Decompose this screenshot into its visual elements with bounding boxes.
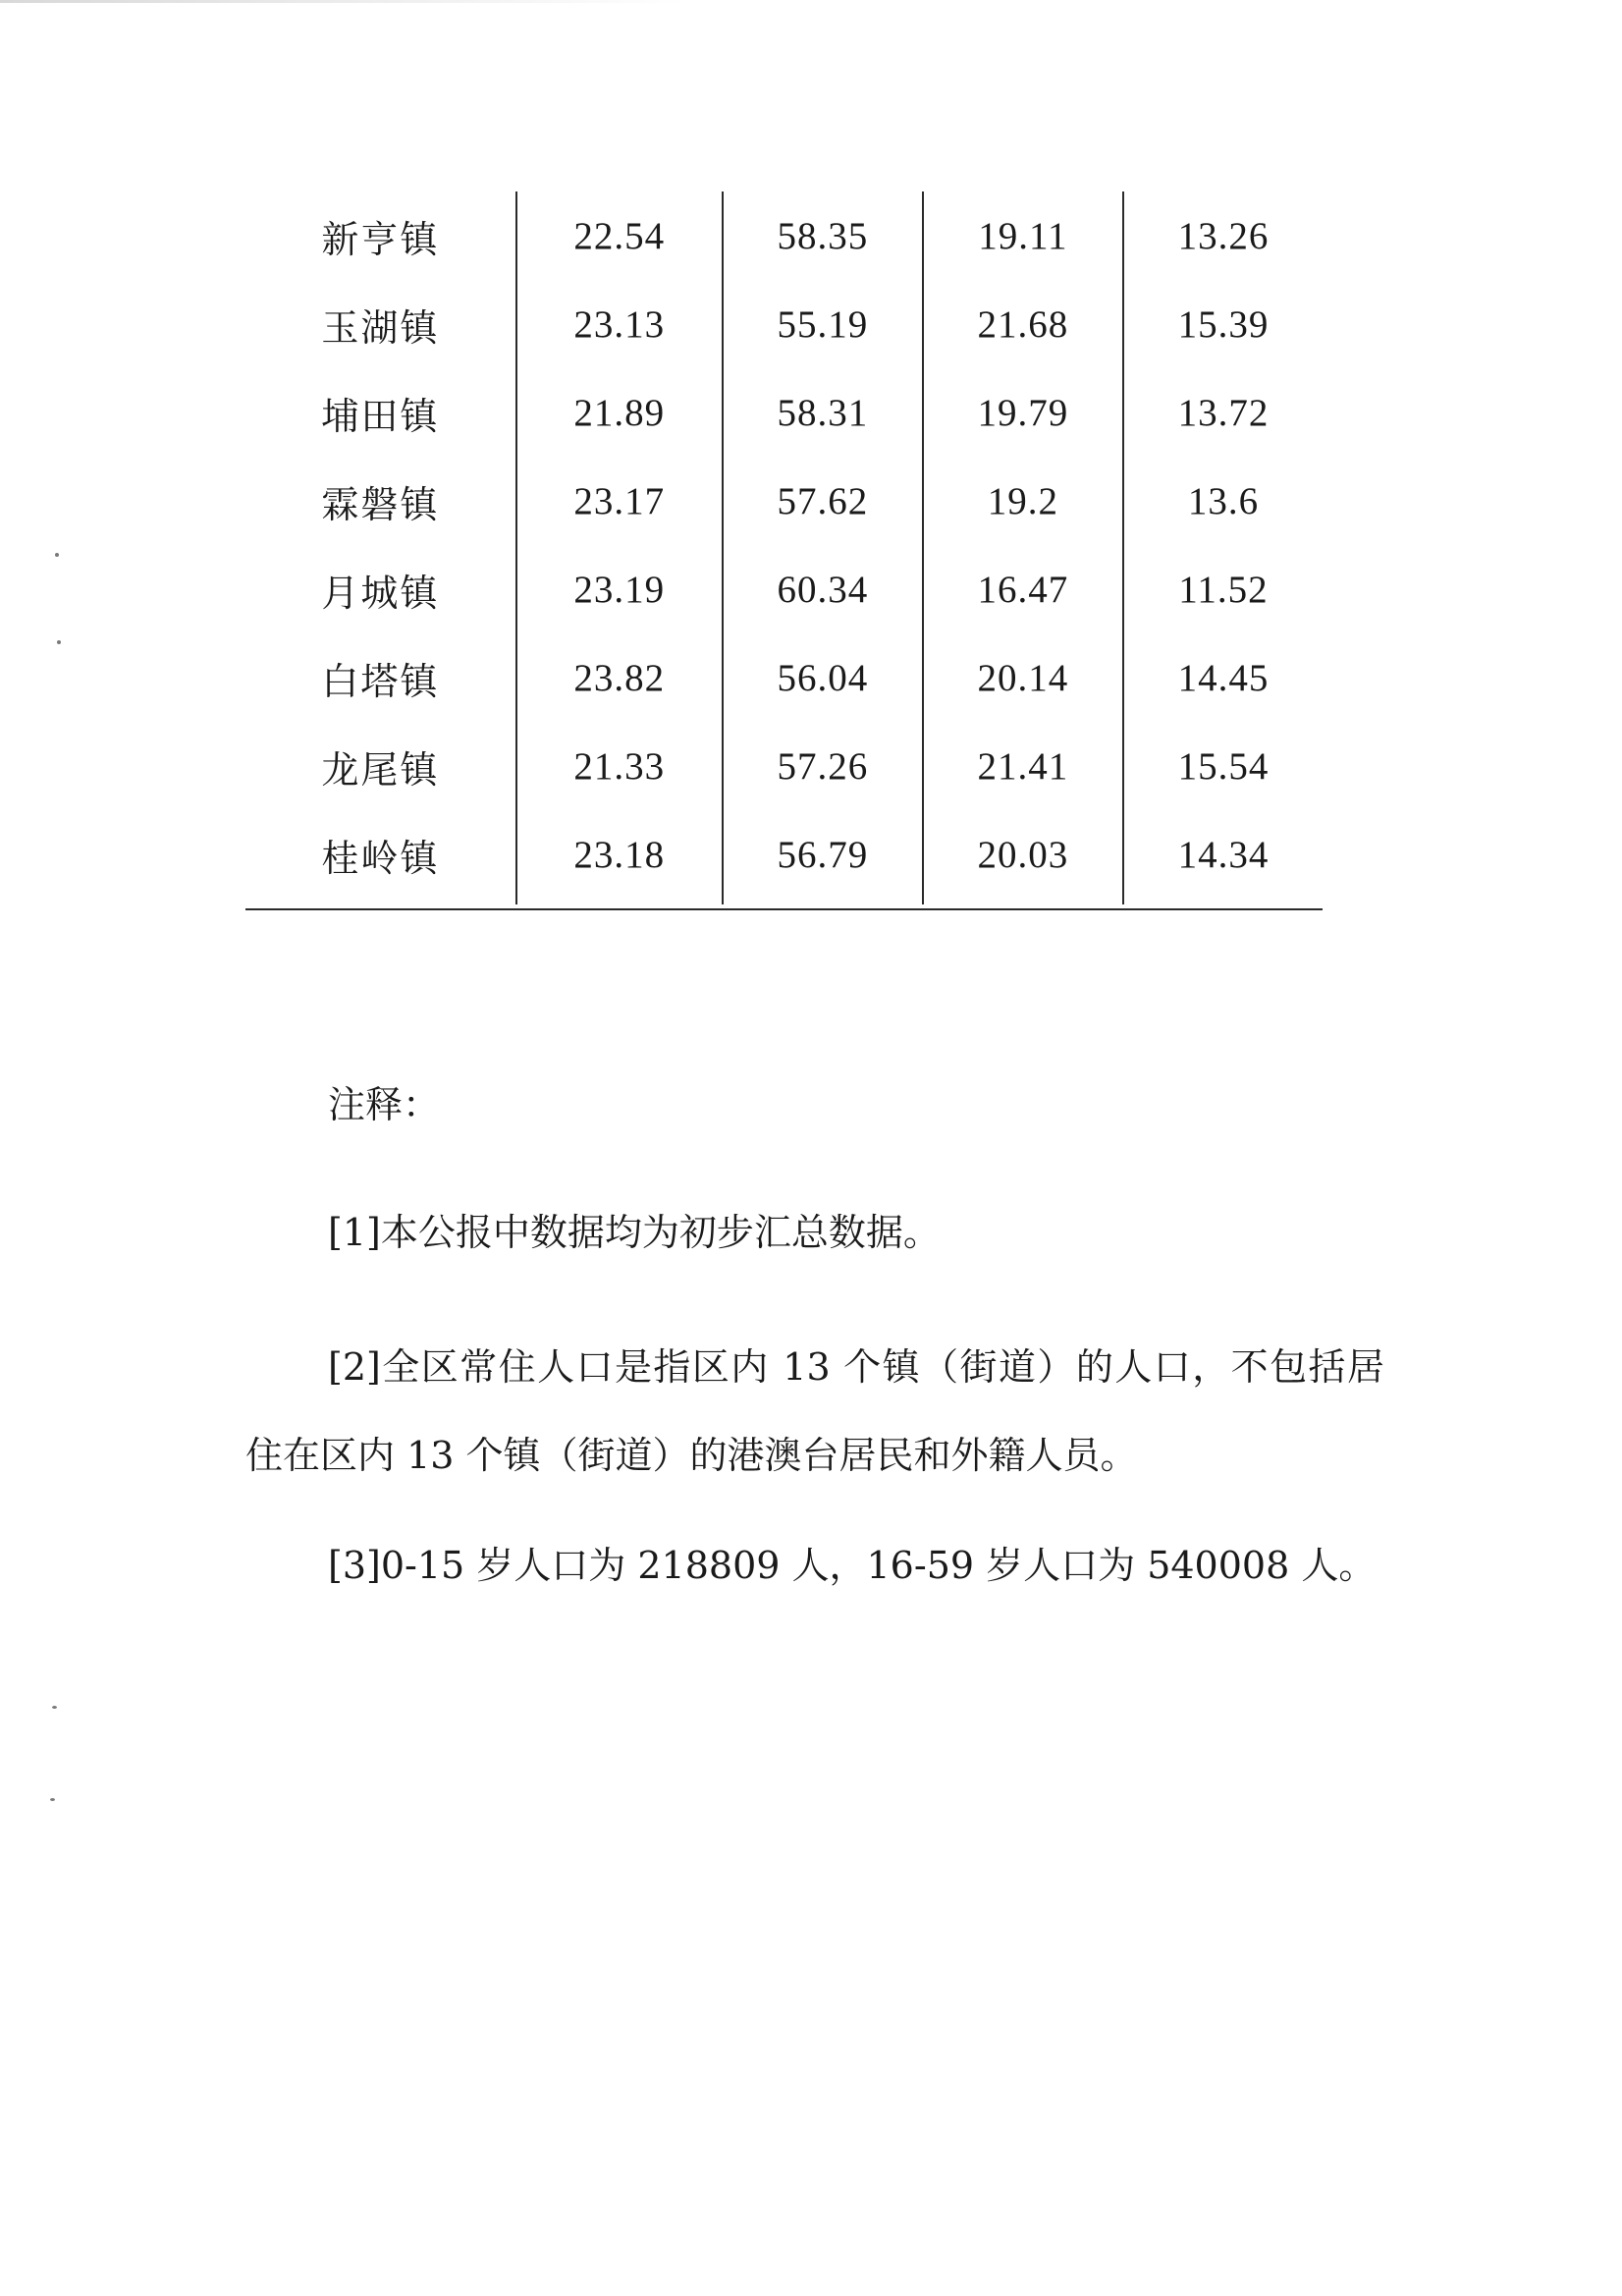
cell-value: 21.41	[923, 722, 1123, 810]
cell-value: 15.39	[1123, 280, 1323, 368]
table-row	[245, 545, 1323, 633]
cell-value: 19.79	[923, 368, 1123, 457]
cell-value: 60.34	[723, 545, 923, 633]
cell-value: 23.18	[516, 810, 723, 904]
cell-value: 58.31	[723, 368, 923, 457]
table-row	[245, 810, 1323, 904]
scan-edge	[0, 0, 687, 3]
table-row	[245, 722, 1323, 810]
cell-value: 19.11	[923, 191, 1123, 280]
table-bottom-rule	[245, 908, 1323, 910]
cell-value: 19.2	[923, 457, 1123, 545]
note-item: [3]0-15 岁人口为 218809 人，16-59 岁人口为 540008 人。	[328, 1544, 1377, 1587]
data-table	[245, 191, 1323, 904]
note-item: [1]本公报中数据均为初步汇总数据。	[328, 1211, 941, 1254]
cell-value: 55.19	[723, 280, 923, 368]
cell-value: 23.82	[516, 633, 723, 722]
population-table	[245, 191, 1323, 904]
cell-value: 56.79	[723, 810, 923, 904]
cell-value: 20.03	[923, 810, 1123, 904]
table-row	[245, 457, 1323, 545]
cell-value: 11.52	[1123, 545, 1323, 633]
cell-value: 20.14	[923, 633, 1123, 722]
cell-value: 22.54	[516, 191, 723, 280]
town-name: 霖磐镇	[321, 482, 440, 526]
town-name: 玉湖镇	[321, 305, 440, 350]
cell-value: 21.89	[516, 368, 723, 457]
cell-value: 13.26	[1123, 191, 1323, 280]
town-name: 埔田镇	[321, 394, 440, 438]
scan-speck	[52, 1706, 57, 1709]
scan-speck	[50, 1798, 55, 1801]
scan-speck	[55, 553, 59, 557]
town-name: 桂岭镇	[321, 836, 440, 880]
scan-speck	[57, 640, 61, 644]
table-row	[245, 633, 1323, 722]
cell-value: 23.19	[516, 545, 723, 633]
cell-value: 57.26	[723, 722, 923, 810]
town-name: 白塔镇	[321, 659, 440, 703]
cell-value: 13.72	[1123, 368, 1323, 457]
cell-value: 14.34	[1123, 810, 1323, 904]
notes-title: 注释：	[328, 1083, 441, 1126]
cell-value: 21.68	[923, 280, 1123, 368]
table-row	[245, 280, 1323, 368]
cell-value: 56.04	[723, 633, 923, 722]
town-name: 月城镇	[321, 571, 440, 615]
cell-value: 23.13	[516, 280, 723, 368]
cell-value: 16.47	[923, 545, 1123, 633]
cell-value: 15.54	[1123, 722, 1323, 810]
cell-value: 57.62	[723, 457, 923, 545]
table-row	[245, 368, 1323, 457]
cell-value: 21.33	[516, 722, 723, 810]
table-row	[245, 191, 1323, 280]
note-item: [2]全区常住人口是指区内 13 个镇（街道）的人口，不包括居住在区内 13 个镇（街道）的港澳台居民和外籍人员。	[245, 1345, 1384, 1477]
cell-value: 14.45	[1123, 633, 1323, 722]
cell-value: 13.6	[1123, 457, 1323, 545]
town-name: 新亨镇	[321, 217, 440, 261]
cell-value: 23.17	[516, 457, 723, 545]
cell-value: 58.35	[723, 191, 923, 280]
town-name: 龙尾镇	[321, 747, 440, 792]
